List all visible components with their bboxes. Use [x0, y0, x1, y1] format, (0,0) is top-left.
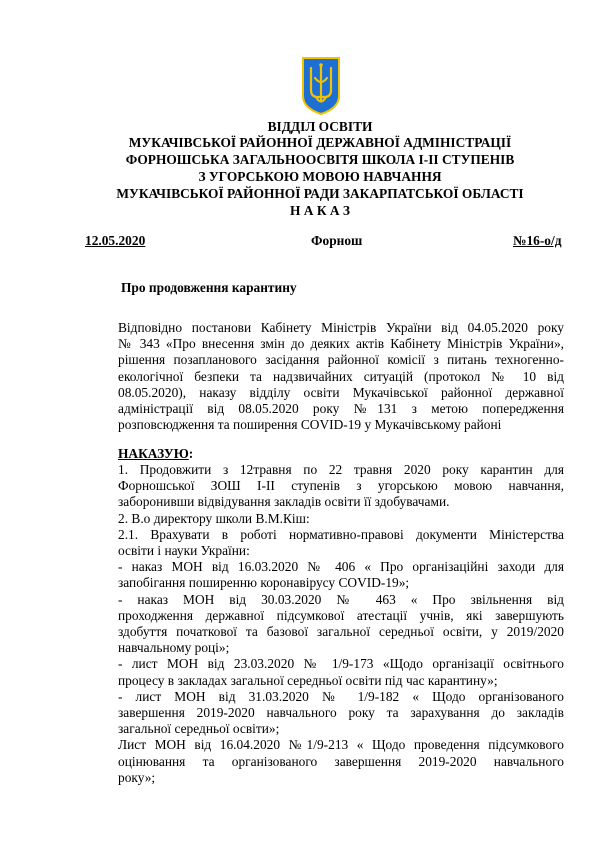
text-line: процесу в закладах загальної середньої освіти під час карантину»; [118, 672, 498, 688]
text-line: завершення 2019-2020 навчального року та зарахування до закладів [118, 705, 564, 721]
text-line: Лист МОН від 16.04.2020 №1/9-213 « Щодо проведення підсумкового [118, 737, 564, 753]
text-line: рішення позапланового засідання районної комісії з питань техногенно- [118, 352, 564, 368]
text-line: проходження державної підсумкової атестації учнів, які завершують [118, 607, 564, 623]
header-line: ФОРНОШСЬКА ЗАГАЛЬНООСВІТЯ ШКОЛА І-ІІ СТУПЕНІВ [125, 152, 515, 167]
order-place: Форнош [311, 233, 363, 248]
text-line: Відповідно постанови Кабінету Міністрів України від 04.05.2020 року [118, 320, 564, 335]
text-line: 1. Продовжити з 12травня по 22 травня 2020 року карантин для [118, 462, 564, 477]
text-line: здобуття початкової та базової загальної середньої освіти, у 2019/2020 [118, 624, 564, 640]
order-keyword: НАКАЗУЮ: [118, 446, 194, 461]
text-line: адміністрації від 08.05.2020 року №131 з метою попередження [118, 401, 564, 417]
header-line: ВІДДІЛ ОСВІТИ [267, 119, 373, 134]
text-line: розповсюдження та поширення COVID-19 у Мукачівському районі [118, 417, 502, 433]
text-line: заборонивши відвідування закладів освіти її здобувачами. [118, 494, 450, 510]
text-line: № 343 «Про внесення змін до деяких актів Кабінету Міністрів України», [118, 336, 564, 352]
text-line: навчальному році»; [118, 640, 230, 656]
text-line: 2. В.о директору школи В.М.Кіш: [118, 510, 310, 526]
document-type-title: Н А К А З [290, 203, 350, 218]
text-line: 08.05.2020), наказу відділу освіти Мукачівської районної державної [118, 384, 564, 400]
text-line: запобігання поширенню коронавірусу COVID-19»; [118, 575, 410, 591]
text-line: загальної середньої освіти»; [118, 721, 280, 737]
text-line: освіти і науки України: [118, 543, 250, 559]
order-body [118, 462, 564, 786]
preamble-paragraph [118, 320, 564, 433]
text-line: - лист МОН від 31.03.2020 № 1/9-182 « Щодо організованого [118, 688, 564, 704]
text-line: оцінювання та організованого завершення 2019-2020 навчального [118, 753, 564, 769]
text-line: - наказ МОН від 16.03.2020 № 406 « Про організаційні заходи для [118, 559, 564, 575]
order-number: №16-о/д [513, 233, 562, 248]
header-line: МУКАЧІВСЬКОЇ РАЙОННОЇ ДЕРЖАВНОЇ АДМІНІСТРАЦІЇ [128, 135, 512, 150]
text-line: - лист МОН від 23.03.2020 № 1/9-173 «Щодо організації освітнього [118, 656, 564, 672]
header-line: З УГОРСЬКОЮ МОВОЮ НАВЧАННЯ [198, 169, 442, 184]
header-line: МУКАЧІВСЬКОЇ РАЙОННОЇ РАДИ ЗАКАРПАТСЬКОЇ ОБЛАСТІ [116, 186, 524, 201]
text-line: року»; [118, 769, 156, 785]
order-subject: Про продовження карантину [121, 280, 297, 295]
text-line: - наказ МОН від 30.03.2020 № 463 « Про звільнення від [118, 591, 564, 607]
text-line: 2.1. Врахувати в роботі нормативно-правові документи Міністерства [118, 526, 564, 542]
trident-emblem-icon [299, 56, 343, 116]
text-line: Форношської ЗОШ І-ІІ ступенів з угорською мовою навчання, [118, 478, 564, 494]
order-date: 12.05.2020 [85, 233, 146, 248]
text-line: екологічної безпеки та надзвичайних ситуацій (протокол № 10 від [118, 368, 564, 384]
